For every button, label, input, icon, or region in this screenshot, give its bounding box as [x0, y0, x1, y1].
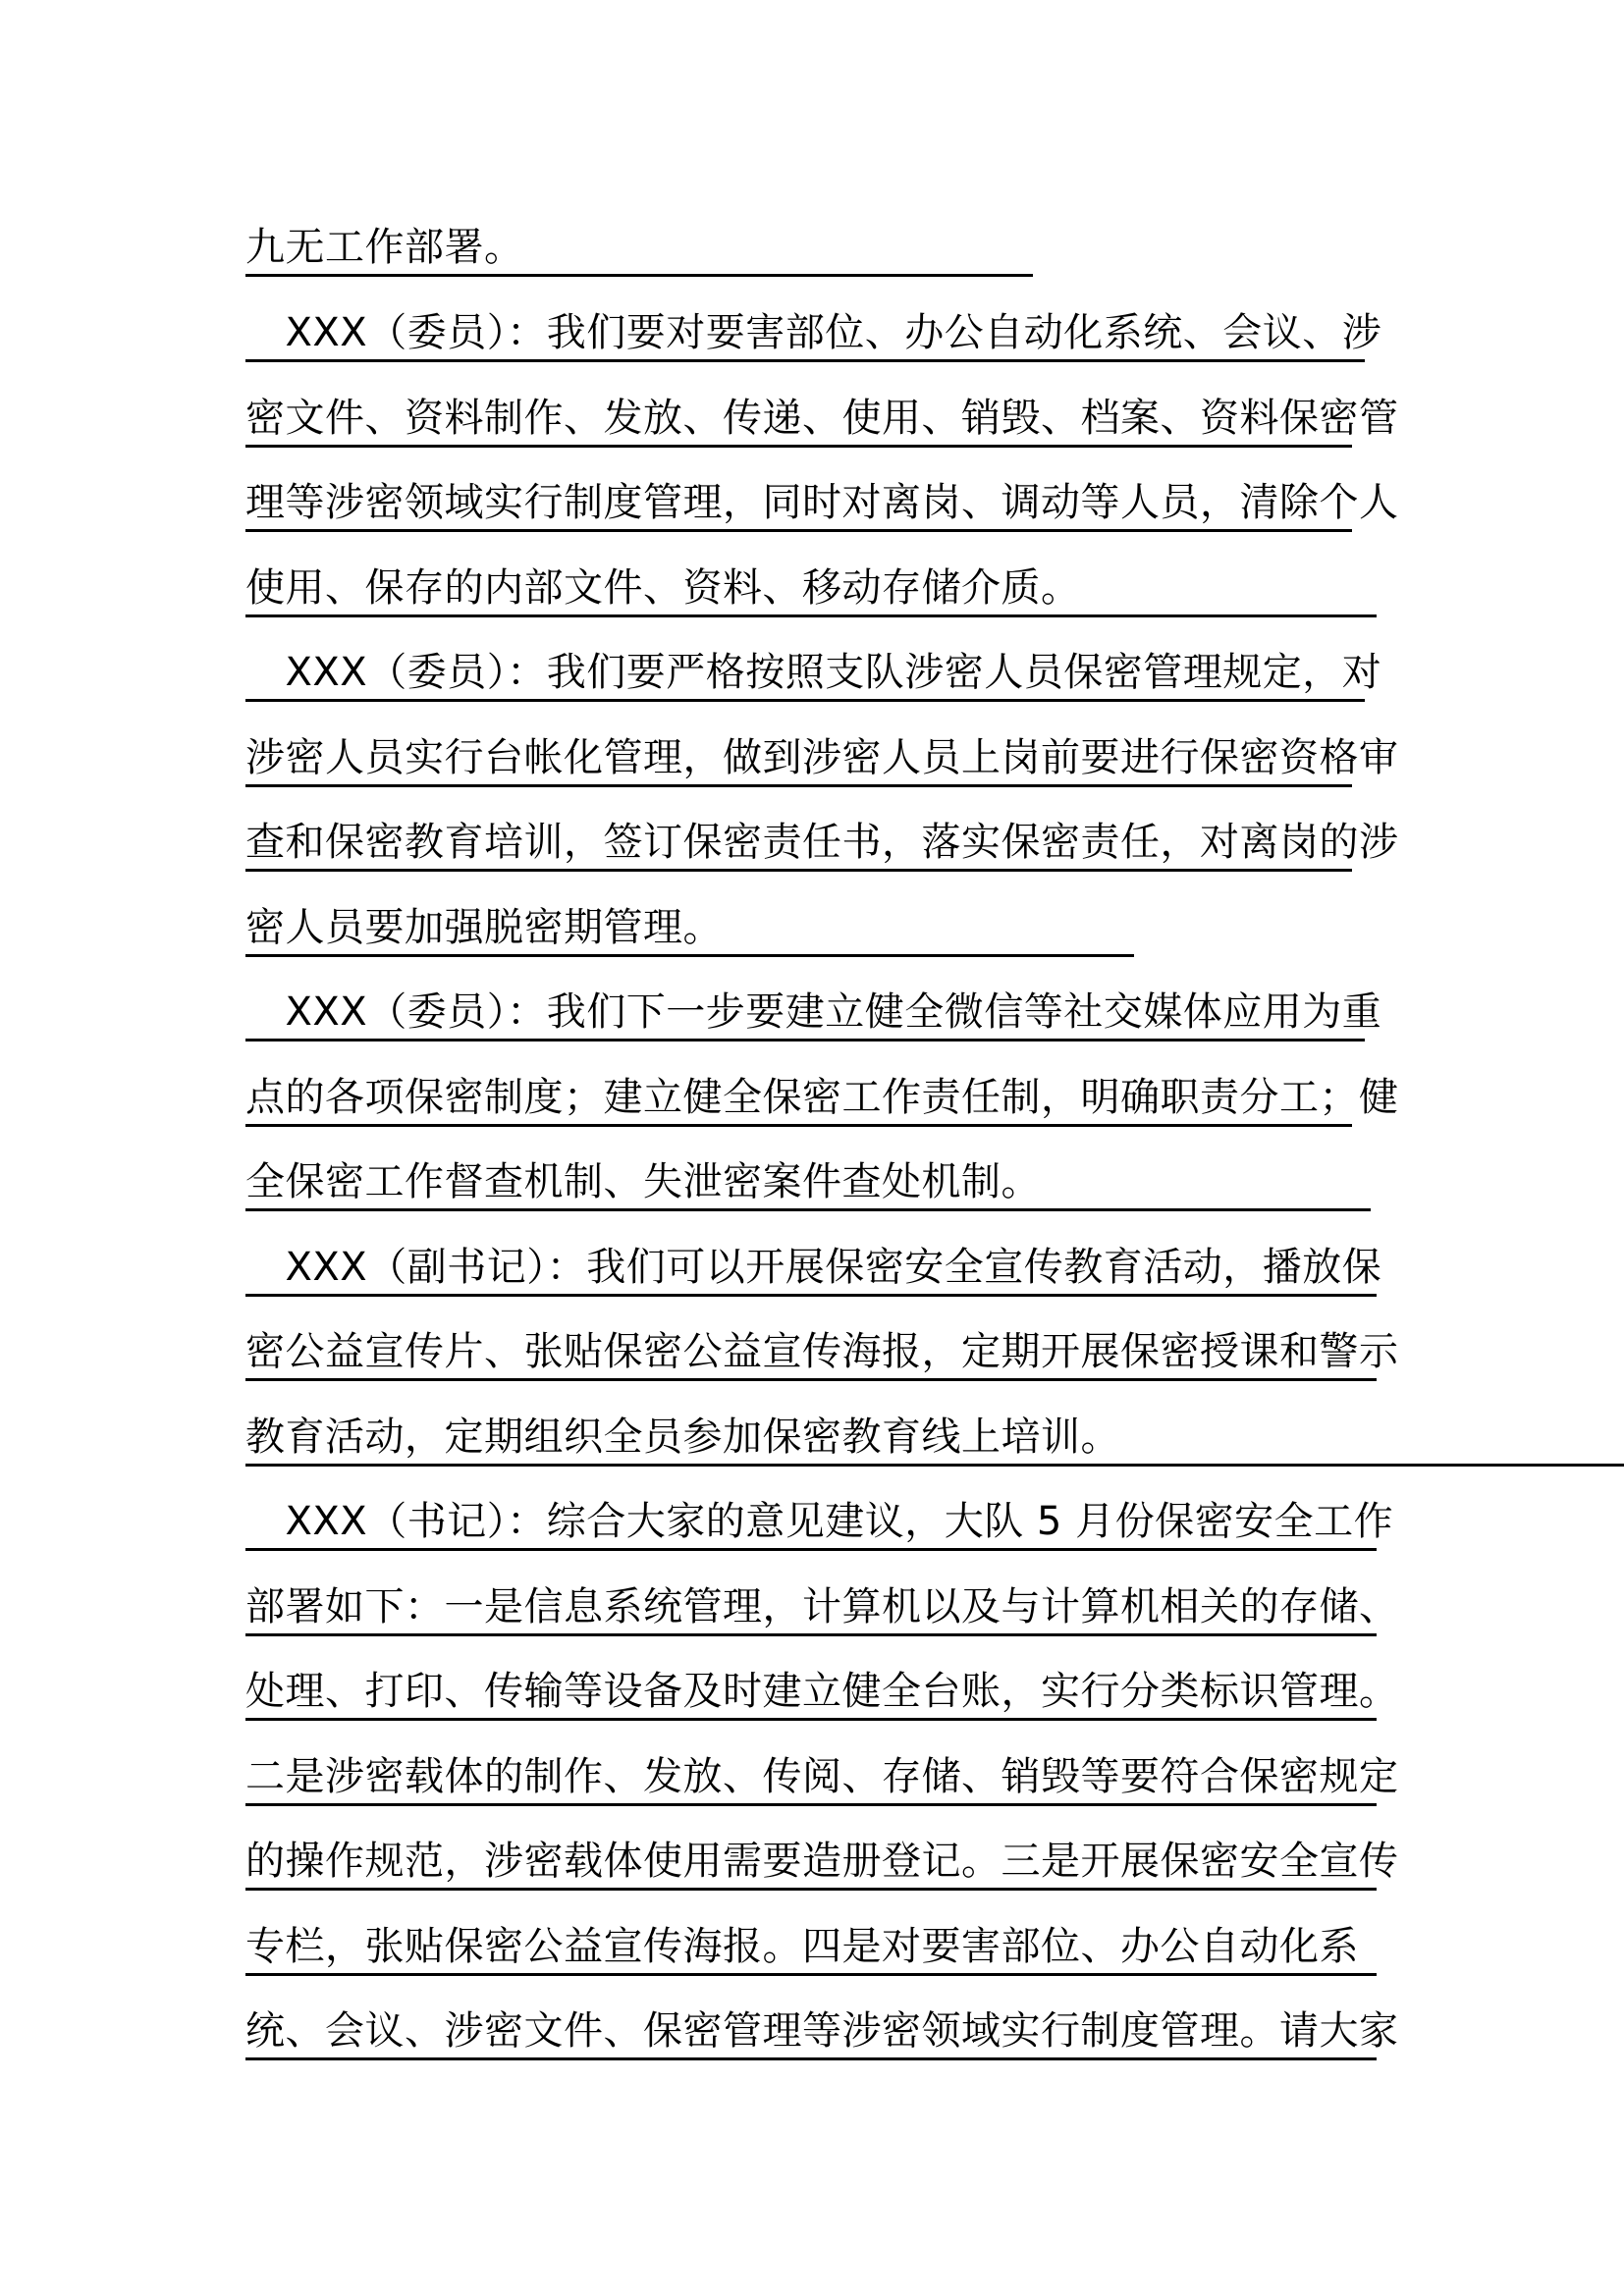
underline — [245, 1888, 1377, 1891]
underline — [245, 359, 1365, 362]
line-text: 密人员要加强脱密期管理。 — [245, 905, 723, 950]
underline — [245, 869, 1352, 872]
text-line — [245, 559, 1377, 617]
text-line — [245, 1832, 1399, 1891]
text-line — [245, 643, 1382, 702]
text-line — [245, 2002, 1399, 2060]
line-text: XXX（书记）：综合大家的意见建议，大队 5 月份保密安全工作 — [245, 1499, 1394, 1544]
line-text: 二是涉密载体的制作、发放、传阅、存储、销毁等要符合保密规定 — [245, 1754, 1399, 1799]
text-line — [245, 1662, 1399, 1721]
line-text: 密公益宣传片、张贴保密公益宣传海报，定期开展保密授课和警示 — [245, 1329, 1399, 1374]
text-line — [245, 1492, 1394, 1551]
line-text: 使用、保存的内部文件、资料、移动存储介质。 — [245, 565, 1081, 611]
text-line — [245, 1917, 1377, 1976]
underline — [245, 1633, 1377, 1636]
text-line — [245, 813, 1399, 872]
line-text: 统、会议、涉密文件、保密管理等涉密领域实行制度管理。请大家 — [245, 2008, 1399, 2054]
text-line — [245, 983, 1382, 1041]
line-text: XXX（副书记）：我们可以开展保密安全宣传教育活动，播放保 — [245, 1245, 1382, 1290]
underline — [245, 784, 1352, 787]
line-text: 查和保密教育培训，签订保密责任书，落实保密责任，对离岗的涉 — [245, 820, 1399, 865]
underline — [245, 1548, 1377, 1551]
underline — [245, 1124, 1352, 1127]
text-line — [245, 218, 1033, 277]
underline — [245, 1718, 1377, 1721]
underline — [245, 1803, 1377, 1806]
line-text: 点的各项保密制度；建立健全保密工作责任制，明确职责分工；健 — [245, 1075, 1399, 1120]
line-text: 理等涉密领域实行制度管理，同时对离岗、调动等人员，清除个人 — [245, 480, 1399, 525]
line-text: 涉密人员实行台帐化管理，做到涉密人员上岗前要进行保密资格审 — [245, 735, 1399, 780]
text-line — [245, 1238, 1382, 1297]
text-line — [245, 1747, 1399, 1806]
underline — [245, 1973, 1377, 1976]
underline — [245, 1039, 1365, 1041]
line-text: XXX（委员）：我们要对要害部位、办公自动化系统、会议、涉 — [245, 310, 1382, 355]
text-line — [245, 728, 1399, 787]
line-text: 九无工作部署。 — [245, 225, 524, 270]
text-line — [245, 898, 1134, 957]
line-text: XXX（委员）：我们要严格按照支队涉密人员保密管理规定，对 — [245, 650, 1382, 695]
line-text: 教育活动，定期组织全员参加保密教育线上培训。 — [245, 1415, 1120, 1460]
text-line — [245, 1322, 1399, 1381]
text-line — [245, 303, 1382, 362]
underline — [245, 1378, 1377, 1381]
line-text: 处理、打印、传输等设备及时建立健全台账，实行分类标识管理。 — [245, 1669, 1399, 1714]
line-text: XXX（委员）：我们下一步要建立健全微信等社交媒体应用为重 — [245, 989, 1382, 1035]
underline — [245, 274, 1033, 277]
underline — [245, 2057, 1377, 2060]
underline — [245, 1294, 1377, 1297]
line-text: 密文件、资料制作、发放、传递、使用、销毁、档案、资料保密管 — [245, 396, 1399, 441]
underline — [245, 1208, 1371, 1211]
underline — [245, 954, 1134, 957]
underline — [245, 1464, 1624, 1467]
underline — [245, 445, 1352, 448]
text-line — [245, 473, 1399, 532]
text-line — [245, 1408, 1624, 1467]
text-line — [245, 1068, 1399, 1127]
underline — [245, 614, 1377, 617]
text-line — [245, 1152, 1371, 1211]
line-text: 部署如下：一是信息系统管理，计算机以及与计算机相关的存储、 — [245, 1584, 1399, 1629]
line-text: 的操作规范，涉密载体使用需要造册登记。三是开展保密安全宣传 — [245, 1839, 1399, 1884]
underline — [245, 699, 1365, 702]
underline — [245, 529, 1352, 532]
text-line — [245, 1577, 1399, 1636]
text-line — [245, 389, 1399, 448]
line-text: 专栏，张贴保密公益宣传海报。四是对要害部位、办公自动化系 — [245, 1924, 1359, 1969]
line-text: 全保密工作督查机制、失泄密案件查处机制。 — [245, 1159, 1041, 1204]
